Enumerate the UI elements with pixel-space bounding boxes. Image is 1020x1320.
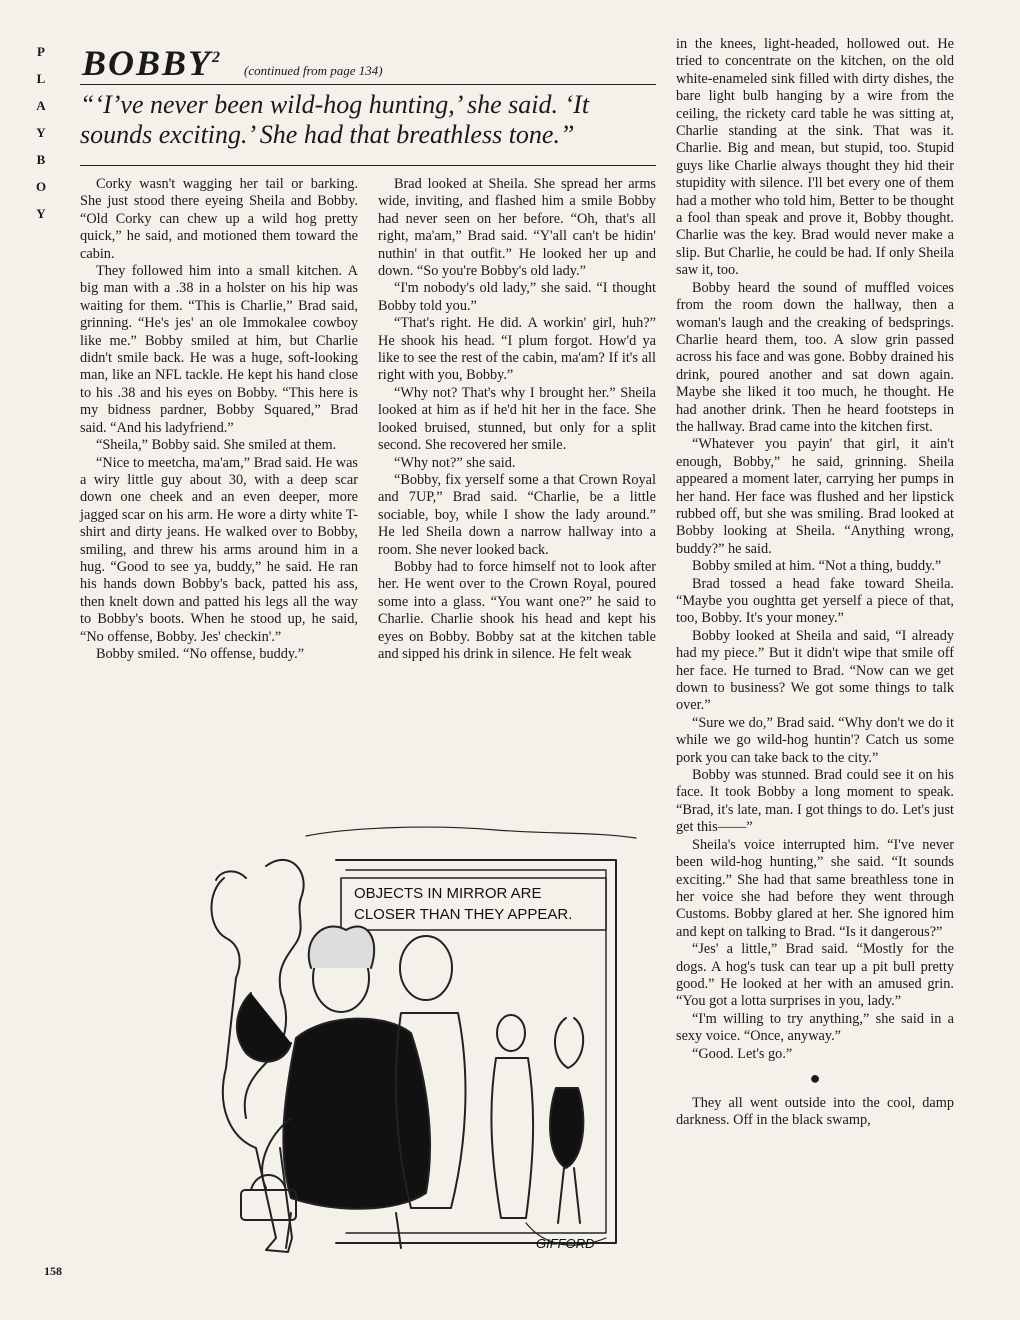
paragraph: “Jes' a little,” Brad said. “Mostly for the dogs. A hog's tusk can tear up a pit bull pretty good.” He looked at her with an amused grin. “You got a lotta surprises in you, lady.” — [676, 941, 954, 1010]
reflection-man-head — [497, 1015, 525, 1051]
header-rule — [80, 84, 656, 85]
reflection-woman-dress — [550, 1088, 583, 1168]
pull-quote-rule — [80, 165, 656, 166]
cartoon-illustration — [196, 818, 656, 1258]
article-header — [82, 38, 383, 83]
paragraph: Corky wasn't wagging her tail or barking. She just stood there eyeing Sheila and Bobby. “Old Corky can chew up a wild hog pretty quick,” he said, and motioned them toward the cabin. — [80, 176, 358, 262]
paragraph: Bobby smiled. “No offense, buddy.” — [96, 645, 305, 662]
text-column-1 — [80, 176, 358, 663]
handbag-strap — [251, 1175, 286, 1190]
cartoonist-signature: GIFFORD — [536, 1236, 595, 1251]
paragraph: “Why not?” she said. — [394, 454, 516, 471]
paragraph: Sheila's voice interrupted him. “I've never been wild-hog hunting,” she said. “It sounds exciting.” She had that same breathless tone in her voice she had before they went through Customs. Bobby glared at her. She ignored him and kept on talking to Brad. “Is it dangerous?” — [676, 836, 954, 940]
reflection-woman-legs — [558, 1168, 580, 1223]
paragraph: Brad tossed a head fake toward Sheila. “Maybe you oughtta get yerself a piece of that, too, Bobby. It's your money.” — [676, 575, 954, 627]
paragraph: “Good. Let's go.” — [692, 1045, 793, 1062]
paragraph: They all went outside into the cool, damp darkness. Off in the black swamp, — [676, 1094, 954, 1129]
reflection-woman-head — [555, 1018, 583, 1068]
continued-note: (continued from page 134) — [244, 63, 383, 78]
paragraph: “Nice to meetcha, ma'am,” Brad said. He was a wiry little guy about 30, with a deep scar down one cheek and an even deeper, more jagged scar on his arm. He wore a dirty white T-shirt and dirty jeans. He walked over to Bobby, smiling, and threw his arms around him in a hug. “Good to see ya, buddy,” he said. He ran his hands down Bobby's back, patted his ass, then knelt down and patted his legs all the way to Bobby's boots. When he stood up, he said, “No offense, Bobby. Jes' checkin'.” — [80, 454, 358, 645]
paragraph: in the knees, light-headed, hollowed out. He tried to concentrate on the kitchen, on the old white-enameled sink filled with dirty dishes, the bare light bulb hanging by a wire from the ceiling, the rickety card table he was sitting at, Charlie standing at the sink. That was it. Charlie. Big and mean, but stupid, too. Stupid guys like Charlie always thought they hid their stupidity with silence. I'll bet every one of them had a mother who told him, Better to be thought a fool than speak and prove it, Bobby thought. Charlie was the key. Brad would never make a slip. But Charlie, he could be had. If only Sheila saw it, too. — [676, 36, 954, 279]
pull-quote: “‘I’ve never been wild-hog hunting,’ she said. ‘It sounds exciting.’ She had that breathless tone.” — [80, 90, 590, 149]
paragraph: “Sheila,” Bobby said. She smiled at them. — [96, 437, 337, 454]
section-separator: ● — [809, 1067, 821, 1088]
wall-scribble — [306, 827, 636, 838]
paragraph: “That's right. He did. A workin' girl, huh?” He shook his head. “I plum forgot. How'd ya like to see the rest of the cabin, ma'am? If it's all right with you, Bobby.” — [378, 315, 656, 384]
paragraph: Bobby was stunned. Brad could see it on his face. It took Bobby a long moment to speak. “Brad, it's late, man. I got things to do. Let's just get this——” — [676, 767, 954, 836]
shopper-body — [283, 1019, 430, 1209]
husband-head — [400, 936, 452, 1000]
man-figure — [211, 878, 292, 1252]
text-column-2 — [378, 176, 656, 663]
paragraph: “Bobby, fix yerself some a that Crown Royal and 7UP,” Brad said. “Charlie, be a little sociable, boy, while I show the lady around.” He led Sheila down a narrow hallway into a room. She never looked back. — [378, 471, 656, 558]
paragraph: Bobby smiled at him. “Not a thing, buddy.” — [692, 558, 942, 575]
paragraph: “I'm nobody's old lady,” she said. “I thought Bobby told you.” — [378, 280, 656, 314]
page-number: 158 — [44, 1264, 62, 1278]
paragraph: Bobby looked at Sheila and said, “I already had my piece.” But it didn't wipe that smile off her face. He turned to Brad. “Now can we get down to business? We got some things to talk over.” — [676, 627, 954, 714]
text-column-3 — [676, 36, 954, 1130]
man-head — [216, 871, 246, 880]
paragraph: Bobby had to force himself not to look after her. He went over to the Crown Royal, poured some into a glass. “You want one?” he said to Charlie. Charlie shook his head and kept his eyes on Bobby. Bobby sat at the kitchen table and sipped his drink in silence. He felt weak — [378, 558, 656, 662]
paragraph: “Whatever you payin' that girl, it ain't enough, Bobby,” he said, grinning. Sheila appeared a moment later, carrying her pumps in her hand. Her face was flushed and her lipstick rubbed off, but she was smiling. Brad looked at Bobby looking at Sheila. “Anything wrong, buddy?” he said. — [676, 436, 954, 557]
shopper-hair — [309, 926, 374, 968]
woman-dress — [237, 993, 291, 1062]
cartoon-caption-line2: CLOSER THAN THEY APPEAR. — [354, 906, 573, 923]
article-title: BOBBY$^2$ — [82, 43, 223, 83]
paragraph: “Why not? That's why I brought her.” Sheila looked at him as if he'd hit her in the face. She looked bruised, stunned, but only for a split second. She recovered her smile. — [378, 384, 656, 454]
paragraph: “Sure we do,” Brad said. “Why don't we do it while we go wild-hog huntin'? Catch us some pork you can take back to the city.” — [676, 714, 954, 766]
reflection-man-body — [491, 1058, 533, 1218]
paragraph: They followed him into a small kitchen. A big man with a .38 in a holster on his hip was waiting for them. “This is Charlie,” Brad said, grinning. “He's jes' an ole Immokalee cowboy like me.” Bobby smiled at him, but Charlie didn't smile back. He was a huge, soft-looking man, like an NFL tackle. He kept his hand close to his .38 and his eyes on Bobby. “This here is my bidness pardner, Bobby Squared,” Brad said. “And his ladyfriend.” — [80, 263, 358, 436]
paragraph: Bobby heard the sound of muffled voices from the room down the hallway, then a woman's laugh and the creaking of bedsprings. Charlie heard them, too. A slow grin passed across his face and was gone. Bobby drained his drink, poured another and sat down again. Maybe she liked it too much, he thought. He had another drink. Then he heard footsteps in the hallway. Brad came into the kitchen first. — [676, 279, 954, 435]
paragraph: “I'm willing to try anything,” she said in a sexy voice. “Once, anyway.” — [676, 1010, 954, 1045]
cartoon-caption-line1: OBJECTS IN MIRROR ARE — [354, 885, 542, 902]
paragraph: Brad looked at Sheila. She spread her arms wide, inviting, and flashed him a smile Bobby had never seen on her before. “Oh, that's all right, ma'am,” Brad said. “Y'all can't be hidin' nuthin' in that outfit.” He looked her up and down. “So you're Bobby's old lady.” — [378, 176, 656, 280]
magazine-spine: P L A Y B O Y — [35, 44, 47, 221]
